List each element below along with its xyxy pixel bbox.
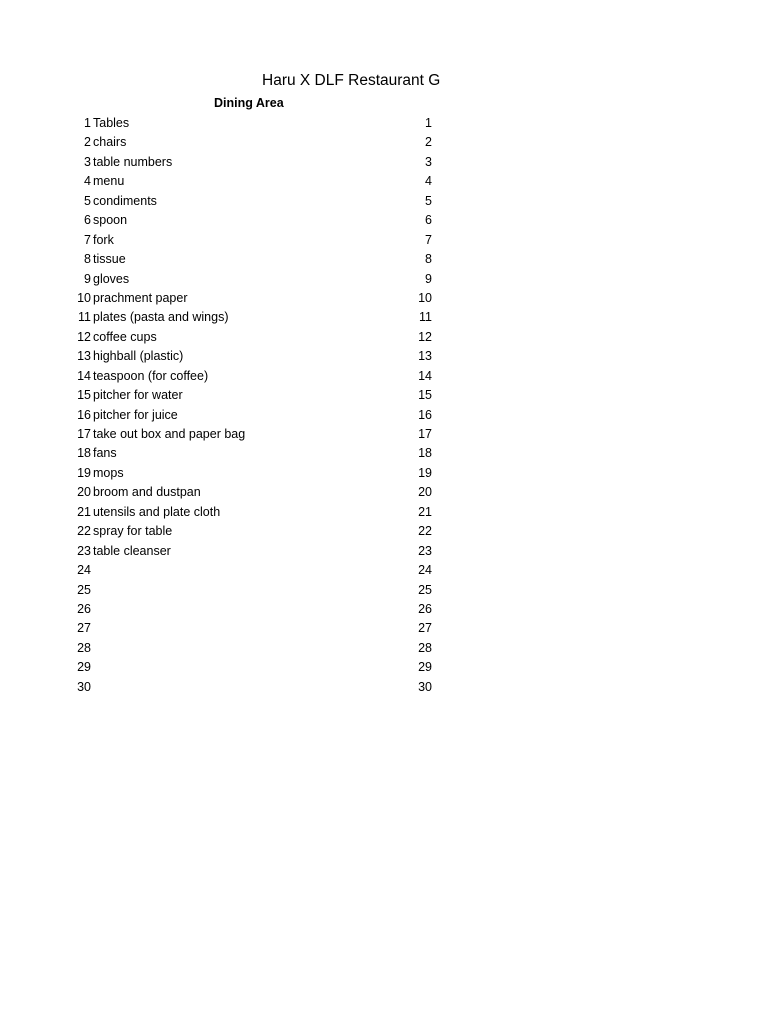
item-count: 9 [425,271,432,286]
section-heading: Dining Area [214,96,284,110]
list-item [70,503,440,522]
item-name: utensils and plate cloth [93,504,221,519]
list-item [70,561,440,580]
item-number: 2 [84,135,91,150]
list-item [70,600,440,619]
item-count: 22 [418,524,432,539]
item-name: pitcher for water [93,388,183,403]
item-name: prachment paper [93,290,188,305]
item-count: 29 [418,660,432,675]
list-item [70,658,440,677]
item-number: 22 [77,524,91,539]
item-number: 7 [84,232,91,247]
item-number: 27 [77,621,91,636]
item-count: 23 [418,543,432,558]
list-item [70,522,440,541]
list-item [70,133,440,152]
item-name: table cleanser [93,543,171,558]
item-number: 23 [77,543,91,558]
item-number: 10 [77,290,91,305]
item-number: 15 [77,388,91,403]
item-count: 19 [418,465,432,480]
document-title: Haru X DLF Restaurant G [262,72,441,89]
item-name: coffee cups [93,329,157,344]
item-name: spoon [93,213,128,228]
item-count: 18 [418,446,432,461]
list-item [70,347,440,366]
item-name: menu [93,174,125,189]
item-count: 10 [418,290,432,305]
item-number: 24 [77,563,91,578]
item-name: pitcher for juice [93,407,178,422]
list-item [70,114,440,133]
list-item [70,483,440,502]
list-item [70,172,440,191]
item-number: 17 [77,427,91,441]
item-number: 11 [78,310,91,325]
item-number: 16 [77,407,91,422]
item-count: 15 [418,388,432,403]
list-item [70,328,440,347]
list-item [70,406,440,425]
item-count: 3 [425,154,432,169]
item-name: gloves [93,271,130,286]
item-number: 19 [77,465,91,480]
list-item [70,386,440,405]
item-number: 28 [77,640,91,655]
item-number: 29 [77,660,91,675]
item-number: 5 [84,193,91,208]
item-number: 1 [84,116,91,130]
item-name: chairs [93,135,127,150]
item-number: 4 [84,174,91,189]
list-item [70,250,440,269]
item-count: 11 [419,310,432,325]
item-name: mops [93,465,124,480]
item-number: 9 [84,271,91,286]
list-item [70,270,440,289]
item-number: 12 [77,329,91,344]
list-item [70,308,440,327]
item-count: 4 [425,174,432,189]
item-name: fans [93,446,117,461]
item-count: 24 [418,563,432,578]
list-item [70,153,440,172]
item-count: 14 [418,368,432,383]
item-number: 3 [84,154,91,169]
item-count: 27 [418,621,432,636]
item-count: 17 [418,427,432,441]
item-name: table numbers [93,154,173,169]
list-item [70,231,440,250]
item-name: broom and dustpan [93,485,201,500]
list-item [70,619,440,638]
item-name: teaspoon (for coffee) [93,368,209,383]
item-number: 13 [77,349,91,364]
item-name: spray for table [93,524,173,539]
item-count: 21 [418,504,432,519]
list-item [70,367,440,386]
item-name: condiments [93,193,157,208]
item-name: take out box and paper bag [93,427,246,441]
list-item [70,192,440,211]
list-item [70,581,440,600]
item-count: 8 [425,252,432,267]
item-count: 6 [425,213,432,228]
item-number: 18 [77,446,91,461]
list-item [70,678,440,697]
item-count: 1 [425,116,432,130]
list-item [70,211,440,230]
list-item [70,542,440,561]
item-number: 21 [77,504,91,519]
item-count: 2 [425,135,432,150]
item-name: Tables [93,116,130,130]
item-number: 14 [77,368,91,383]
list-item [70,444,440,463]
item-count: 20 [418,485,432,500]
item-number: 25 [77,582,91,597]
item-number: 8 [84,252,91,267]
item-count: 28 [418,640,432,655]
item-name: fork [93,232,114,247]
item-count: 25 [418,582,432,597]
inventory-list [70,114,440,697]
item-count: 26 [418,601,432,616]
list-item [70,425,440,444]
item-count: 30 [418,679,432,694]
item-number: 6 [84,213,91,228]
item-count: 7 [425,232,432,247]
item-number: 30 [77,679,91,694]
item-count: 13 [418,349,432,364]
item-number: 20 [77,485,91,500]
list-item [70,464,440,483]
list-item [70,639,440,658]
item-count: 12 [418,329,432,344]
item-count: 5 [425,193,432,208]
item-count: 16 [418,407,432,422]
item-name: tissue [93,252,126,267]
item-number: 26 [77,601,91,616]
list-item [70,289,440,308]
item-name: highball (plastic) [93,349,184,364]
item-name: plates (pasta and wings) [93,310,229,325]
